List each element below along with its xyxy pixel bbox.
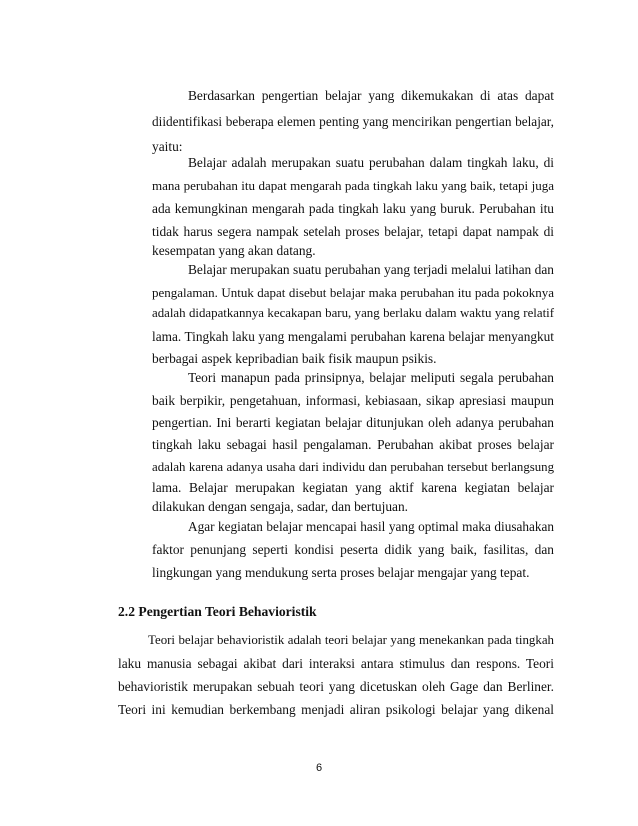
text-line: Berdasarkan pengertian belajar yang dikemukakan di atas dapat xyxy=(188,88,554,103)
text-line: tingkah laku sebagai hasil pengalaman. Perubahan akibat proses belajar xyxy=(152,437,554,452)
text-line: Belajar merupakan suatu perubahan yang terjadi melalui latihan dan xyxy=(188,262,554,277)
text-line: Belajar adalah merupakan suatu perubahan dalam tingkah laku, di xyxy=(188,155,554,170)
text-line: tidak harus segera nampak setelah proses belajar, tetapi dapat nampak di xyxy=(152,224,554,239)
text-line: faktor penunjang seperti kondisi peserta didik yang baik, fasilitas, dan xyxy=(152,542,554,557)
text-line: ada kemungkinan mengarah pada tingkah laku yang buruk. Perubahan itu xyxy=(152,201,554,216)
text-line: pengalaman. Untuk dapat disebut belajar maka perubahan itu pada pokoknya xyxy=(152,285,554,300)
text-line: pengertian. Ini berarti kegiatan belajar ditunjukan oleh adanya perubahan xyxy=(152,415,554,430)
text-line: kesempatan yang akan datang. xyxy=(152,243,316,258)
text-line: dilakukan dengan sengaja, sadar, dan bertujuan. xyxy=(152,499,409,514)
text-line: adalah didapatkannya kecakapan baru, yang berlaku dalam waktu yang relatif xyxy=(152,306,554,320)
text-line: adalah karena adanya usaha dari individu dan perubahan tersebut berlangsung xyxy=(152,460,554,474)
text-line: Agar kegiatan belajar mencapai hasil yang optimal maka diusahakan xyxy=(188,519,554,534)
text-line: Teori manapun pada prinsipnya, belajar meliputi segala perubahan xyxy=(188,370,554,385)
text-line: laku manusia sebagai akibat dari interaksi antara stimulus dan respons. Teori xyxy=(118,656,554,671)
section-heading: 2.2 Pengertian Teori Behavioristik xyxy=(118,604,317,619)
text-line: diidentifikasi beberapa elemen penting yang mencirikan pengertian belajar, xyxy=(152,114,554,129)
text-line: lama. Tingkah laku yang mengalami perubahan karena belajar menyangkut xyxy=(152,329,554,344)
text-line: Teori belajar behavioristik adalah teori belajar yang menekankan pada tingkah xyxy=(148,633,554,647)
text-line: behavioristik merupakan sebuah teori yang dicetuskan oleh Gage dan Berliner. xyxy=(118,679,554,694)
text-line: berbagai aspek kepribadian baik fisik maupun psikis. xyxy=(152,351,437,366)
text-line: Teori ini kemudian berkembang menjadi aliran psikologi belajar yang dikenal xyxy=(118,702,554,717)
text-line: yaitu: xyxy=(152,139,183,154)
text-line: baik berpikir, pengetahuan, informasi, kebiasaan, sikap apresiasi maupun xyxy=(152,393,554,408)
page-number: 6 xyxy=(315,762,323,774)
text-line: lama. Belajar merupakan kegiatan yang aktif karena kegiatan belajar xyxy=(152,480,554,495)
text-line: mana perubahan itu dapat mengarah pada tingkah laku yang baik, tetapi juga xyxy=(152,178,554,193)
text-line: lingkungan yang mendukung serta proses belajar mengajar yang tepat. xyxy=(152,565,530,580)
